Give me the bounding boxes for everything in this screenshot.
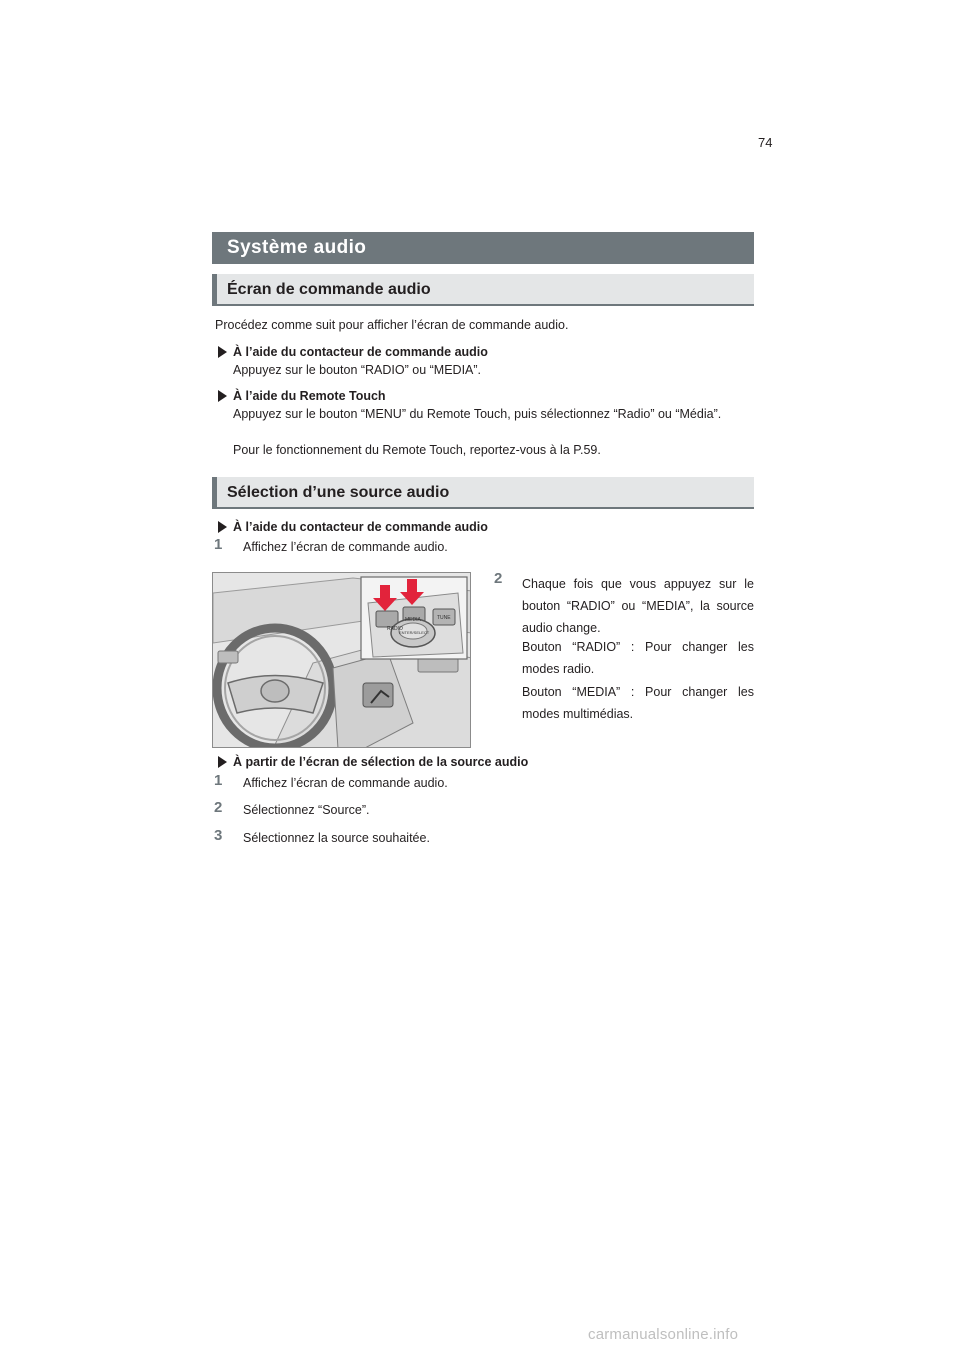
- bullet-triangle-icon: [218, 390, 227, 402]
- radio-label: RADIO: [387, 626, 403, 632]
- item-text: Appuyez sur le bouton “MENU” du Remote Touch, puis sélectionnez “Radio” ou “Média”.: [233, 407, 722, 421]
- dashboard-drawing: [213, 573, 471, 748]
- bullet-triangle-icon: [218, 521, 227, 533]
- step-text: Chaque fois que vous appuyez sur le bouton “RADIO” ou “MEDIA”, la source audio change.: [522, 577, 754, 635]
- step-number: 3: [214, 827, 223, 844]
- step-number: 2: [214, 799, 223, 816]
- item-heading: À l’aide du contacteur de commande audio: [233, 520, 488, 534]
- step-text: Affichez l’écran de commande audio.: [243, 776, 448, 790]
- bullet-triangle-icon: [218, 756, 227, 768]
- step-number: 1: [214, 536, 223, 553]
- media-label: MEDIA: [405, 617, 421, 623]
- page-number: 74: [758, 135, 773, 150]
- section-title: Système audio: [212, 232, 754, 264]
- note-media: Bouton “MEDIA” : Pour changer les modes multimédias.: [522, 685, 754, 721]
- item-heading: À l’aide du contacteur de commande audio: [233, 345, 488, 359]
- item-heading: À l’aide du Remote Touch: [233, 389, 386, 403]
- bullet-triangle-icon: [218, 346, 227, 358]
- watermark: carmanualsonline.info: [588, 1326, 739, 1343]
- intro-text: Procédez comme suit pour afficher l’écran de commande audio.: [215, 318, 569, 332]
- item-text: Appuyez sur le bouton “RADIO” ou “MEDIA”.: [233, 363, 482, 377]
- subsection-heading-source-select: Sélection d’une source audio: [212, 477, 754, 509]
- step-text: Affichez l’écran de commande audio.: [243, 540, 448, 554]
- item-text: Pour le fonctionnement du Remote Touch, reportez-vous à la P.59.: [233, 443, 601, 457]
- step-text: Sélectionnez la source souhaitée.: [243, 831, 430, 845]
- step-text: Sélectionnez “Source”.: [243, 803, 370, 817]
- note-radio: Bouton “RADIO” : Pour changer les modes radio.: [522, 640, 754, 676]
- tune-label: TUNE: [437, 615, 451, 621]
- item-heading: À partir de l’écran de sélection de la source audio: [233, 755, 529, 769]
- dashboard-illustration: [212, 572, 471, 748]
- step-number: 2: [494, 570, 503, 587]
- subsection-heading-audio-screen: Écran de commande audio: [212, 274, 754, 306]
- enter-label: ENTER/SELECT: [399, 630, 430, 635]
- step-number: 1: [214, 772, 223, 789]
